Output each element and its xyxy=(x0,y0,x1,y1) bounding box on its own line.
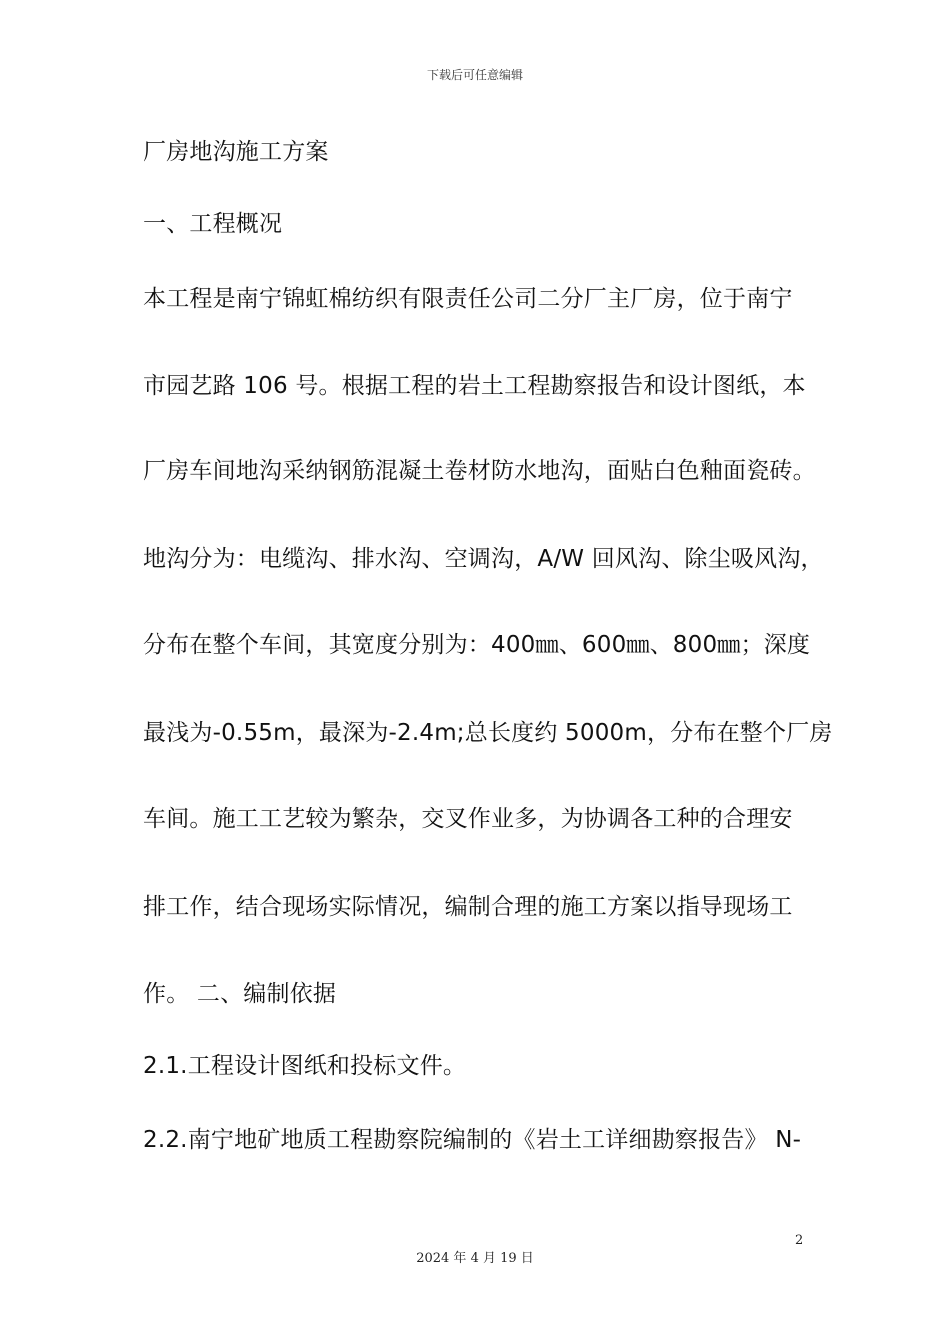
page-header: 下载后可任意编辑 xyxy=(426,68,523,82)
section-heading: 一、工程概况 xyxy=(143,211,283,237)
body-line: 最浅为-0.55m，最深为-2.4m;总长度约 5000m，分布在整个厂房 xyxy=(143,720,833,746)
body-line: 作。 二、编制依据 xyxy=(143,981,337,1007)
page-footer-date: 2024 年 4 月 19 日 xyxy=(416,1251,534,1266)
body-line: 本工程是南宁锦虹棉纺织有限责任公司二分厂主厂房，位于南宁 xyxy=(143,286,793,312)
page-number: 2 xyxy=(795,1233,804,1248)
document-title: 厂房地沟施工方案 xyxy=(143,139,329,165)
list-item: 2.2.南宁地矿地质工程勘察院编制的《岩土工详细勘察报告》 N- xyxy=(143,1127,802,1153)
list-item: 2.1.工程设计图纸和投标文件。 xyxy=(143,1053,467,1079)
body-line: 市园艺路 106 号。根据工程的岩土工程勘察报告和设计图纸，本 xyxy=(143,373,806,399)
body-line: 分布在整个车间，其宽度分别为：400㎜、600㎜、800㎜；深度 xyxy=(143,632,811,658)
body-line: 车间。施工工艺较为繁杂，交叉作业多，为协调各工种的合理安 xyxy=(143,806,793,832)
body-line: 地沟分为：电缆沟、排水沟、空调沟，A/W 回风沟、除尘吸风沟， xyxy=(143,546,824,572)
body-line: 排工作，结合现场实际情况，编制合理的施工方案以指导现场工 xyxy=(143,894,793,920)
body-line: 厂房车间地沟采纳钢筋混凝土卷材防水地沟，面贴白色釉面瓷砖。 xyxy=(143,458,816,484)
